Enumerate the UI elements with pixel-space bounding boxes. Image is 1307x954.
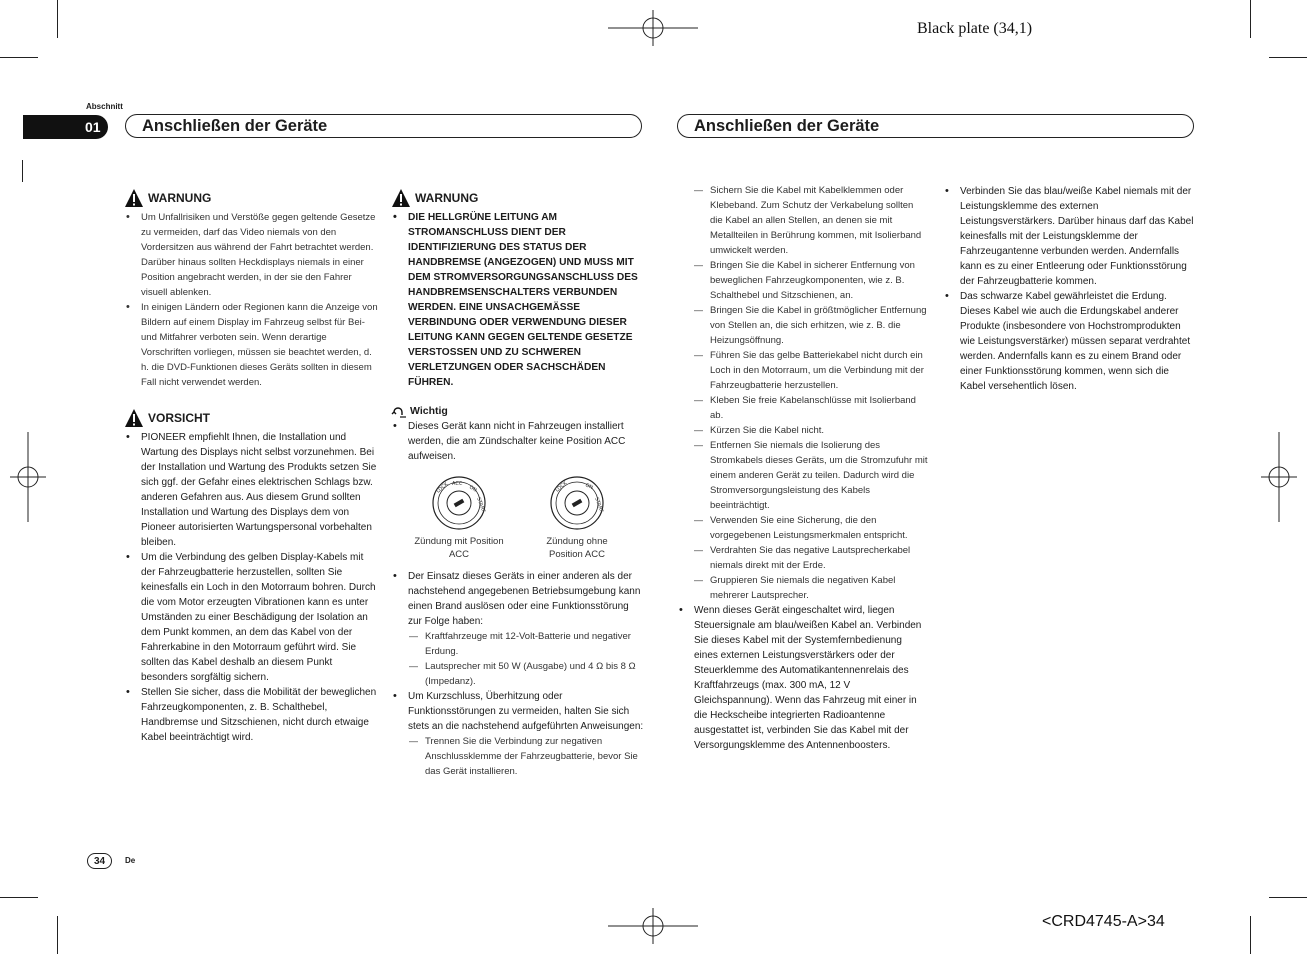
list-item: • PIONEER empfiehlt Ihnen, die Installation und Wartung des Displays nicht selbst vorzunehmen. Bei der Installation und Wartung des Produkts setzen Sie sich ggf. der Gefahr eines elektrischen Schlags bzw. anderen Gefahren aus. Aus diesem Grund sollten Installation und Wartung des Displays dem von Pioneer autorisierten Wartungspersonal vorbehalten bleiben. — [124, 430, 378, 550]
svg-text:START: START — [593, 496, 605, 514]
list-subitem: — Gruppieren Sie niemals die negativen Kabel mehrerer Lautsprecher. — [693, 573, 928, 603]
svg-text:LOCK: LOCK — [554, 480, 569, 494]
section-label: Abschnitt — [86, 102, 123, 111]
instruction-sublist — [693, 183, 928, 603]
control-signal-list — [677, 603, 928, 753]
list-subitem: — Führen Sie das gelbe Batteriekabel nicht durch ein Loch in den Motorraum, um die Verbindung mit der Fahrzeugbatterie herzustellen. — [693, 348, 928, 393]
section-number-tab — [23, 115, 108, 139]
important-icon — [391, 406, 407, 418]
important-title: Wichtig — [410, 405, 448, 417]
shortcircuit-sublist — [391, 734, 645, 779]
crop-mark — [1269, 897, 1307, 898]
crop-mark — [22, 160, 23, 182]
list-subitem: — Bringen Sie die Kabel in größtmöglicher Entfernung von Stellen an, die sich erhitzen, wie z. B. die Heizungsöffnung. — [693, 303, 928, 348]
environment-list — [391, 569, 645, 629]
list-item: • Um Unfallrisiken und Verstöße gegen geltende Gesetze zu vermeiden, darf das Video niemals von den Vordersitzen aus während der Fahrt betrachtet werden. Darüber hinaus sollten Heckdisplays niemals in einer Position angebracht werden, in der sie den Fahrer visuell ablenken. — [124, 210, 378, 300]
column-1 — [124, 186, 378, 745]
figure-caption: Zündung ohne Position ACC — [546, 536, 608, 560]
environment-sublist — [391, 629, 645, 689]
page-number: 34 — [87, 853, 112, 869]
ignition-figures — [411, 476, 645, 561]
warning-icon — [124, 188, 144, 208]
crop-mark — [0, 897, 38, 898]
list-item: • Verbinden Sie das blau/weiße Kabel niemals mit der Leistungsklemme des externen Leistungsverstärkers. Darüber hinaus darf das Kabel keinesfalls mit der Leistungsklemme der Fahrzeugantenne verbunden werden. Andernfalls kann es zu einer Entleerung oder Funktionsstörung der Fahrzeugbatterie kommen. — [943, 184, 1195, 289]
svg-text:START: START — [475, 496, 487, 514]
plate-label: Black plate (34,1) — [917, 20, 1033, 37]
column-4 — [943, 184, 1195, 394]
caution-heading — [124, 406, 378, 430]
svg-text:ON: ON — [584, 482, 594, 492]
list-subitem: — Sichern Sie die Kabel mit Kabelklemmen oder Klebeband. Zum Schutz der Verkabelung sollten die Kabel an allen Stellen, an denen sie mit Metallteilen in Berührung kommen, mit Isolierband umwickelt werden. — [693, 183, 928, 258]
crop-mark — [1250, 916, 1251, 954]
crop-mark — [1250, 0, 1251, 38]
crop-mark — [1269, 57, 1307, 58]
ignition-with-acc — [411, 476, 507, 561]
warning-heading — [124, 186, 378, 210]
registration-mark — [10, 432, 46, 522]
caution-icon — [124, 408, 144, 428]
list-subitem: — Kraftfahrzeuge mit 12-Volt-Batterie und negativer Erdung. — [408, 629, 645, 659]
caution-list — [124, 430, 378, 745]
crop-mark — [57, 0, 58, 38]
warning-list — [391, 210, 645, 390]
svg-text:LOCK: LOCK — [435, 481, 450, 495]
list-item: • DIE HELLGRÜNE LEITUNG AM STROMANSCHLUSS DIENT DER IDENTIFIZIERUNG DES STATUS DER HANDBREMSE (ANGEZOGEN) UND MUSS MIT DEM STROMVERSORGUNGSANSCHLUSS DES HANDBREMSENSCHALTERS VERBUNDEN WERDEN. EINE UNSACHGEMÄSSE VERBINDUNG ODER VERWENDUNG DIESER LEITUNG KANN GEGEN GELTENDE GESETZE VERSTOSSEN UND ZU SCHWEREN VERLETZUNGEN ODER SACHSCHÄDEN FÜHREN. — [391, 210, 645, 390]
warning-icon — [391, 188, 411, 208]
list-item: • Stellen Sie sicher, dass die Mobilität der beweglichen Fahrzeugkomponenten, z. B. Schalthebel, Handbremse und Sitzschienen, nicht durch etwaige Kabel beeinträchtigt wird. — [124, 685, 378, 745]
registration-mark — [608, 10, 698, 46]
important-list — [391, 419, 645, 464]
caution-title: VORSICHT — [148, 410, 211, 425]
list-item: • Um die Verbindung des gelben Display-Kabels mit der Fahrzeugbatterie herzustellen, sollten Sie keinesfalls ein Loch in den Motorraum bohren. Durch die vom Motor erzeugten Vibrationen kann es unter Umständen zu einer Beschädigung der Isolation an dem Punkt kommen, an dem das Kabel von der Fahrerkabine in den Motorraum geführt wird. Sie sollten das Kabel deshalb an diesem Punkt besonders sorgfältig sichern. — [124, 550, 378, 685]
list-subitem: — Kürzen Sie die Kabel nicht. — [693, 423, 928, 438]
list-subitem: — Kleben Sie freie Kabelanschlüsse mit Isolierband ab. — [693, 393, 928, 423]
registration-mark — [608, 908, 698, 944]
registration-mark — [1261, 432, 1297, 522]
page-header-left: Anschließen der Geräte — [125, 114, 642, 138]
section-number: 01 — [85, 119, 101, 135]
column-3 — [693, 183, 928, 753]
list-item: • In einigen Ländern oder Regionen kann die Anzeige von Bildern auf einem Display im Fahrzeug selbst für Bei- und Mitfahrer verboten sein. Wenn derartige Vorschriften vorliegen, müssen sie beachtet werden, d. h. die DVD-Funktionen dieses Geräts sollten in diesem Fall nicht verwendet werden. — [124, 300, 378, 390]
footer-code: <CRD4745-A>34 — [1042, 913, 1165, 930]
warning-heading — [391, 186, 645, 210]
shortcircuit-list — [391, 689, 645, 734]
column-2 — [391, 186, 645, 779]
warning-list — [124, 210, 378, 390]
list-item: • Der Einsatz dieses Geräts in einer anderen als der nachstehend angegebenen Betriebsumgebung kann einen Brand auslösen oder eine Funktionsstörung zur Folge haben: — [391, 569, 645, 629]
list-item: • Um Kurzschluss, Überhitzung oder Funktionsstörungen zu vermeiden, halten Sie sich stets an die nachstehend aufgeführten Anweisungen: — [391, 689, 645, 734]
crop-mark — [57, 916, 58, 954]
page-header-right: Anschließen der Geräte — [677, 114, 1194, 138]
list-subitem: — Bringen Sie die Kabel in sicherer Entfernung von beweglichen Fahrzeugkomponenten, wie z. B. Schalthebel und Sitzschienen, an. — [693, 258, 928, 303]
list-subitem: — Verwenden Sie eine Sicherung, die den vorgegebenen Leistungsmerkmalen entspricht. — [693, 513, 928, 543]
warning-title: WARNUNG — [148, 190, 212, 205]
svg-text:ACC: ACC — [452, 481, 463, 487]
list-subitem: — Lautsprecher mit 50 W (Ausgabe) und 4 Ω bis 8 Ω (Impedanz). — [408, 659, 645, 689]
list-item: • Das schwarze Kabel gewährleistet die Erdung. Dieses Kabel wie auch die Erdungskabel anderer Produkte (insbesondere von Hochstromprodukten wie Leistungsverstärker) müssen separat verdrahtet werden. Andernfalls kann es zu einem Brand oder einer Funktionsstörung kommen, wenn sich die Kabel versehentlich lösen. — [943, 289, 1195, 394]
list-subitem: — Trennen Sie die Verbindung zur negativen Anschlussklemme der Fahrzeugbatterie, bevor Sie das Gerät installieren. — [408, 734, 645, 779]
ignition-switch-icon — [411, 476, 507, 530]
figure-caption: Zündung mit Position ACC — [414, 536, 504, 560]
ignition-switch-icon — [529, 476, 625, 530]
list-item: • Wenn dieses Gerät eingeschaltet wird, liegen Steuersignale am blau/weißen Kabel an. Verbinden Sie dieses Kabel mit der Systemfernbedienung eines externen Leistungsverstärkers oder der Steuerklemme des Automatikantennenrelais des Kraftfahrzeugs (max. 300 mA, 12 V Gleichspannung). Wenn das Fahrzeug mit einer in die Heckscheibe integrierten Radioantenne ausgestattet ist, verbinden Sie das Kabel mit der Versorgungsklemme des Antennenboosters. — [677, 603, 928, 753]
list-subitem: — Entfernen Sie niemals die Isolierung des Stromkabels dieses Geräts, um die Stromzufuhr mit einem anderen Gerät zu teilen. Dadurch wird die Stromversorgungsleistung des Kabels beeinträchtigt. — [693, 438, 928, 513]
warning-title: WARNUNG — [415, 190, 479, 205]
list-subitem: — Verdrahten Sie das negative Lautsprecherkabel niemals direkt mit der Erde. — [693, 543, 928, 573]
cable-warning-list — [943, 184, 1195, 394]
svg-text:ON: ON — [468, 484, 478, 494]
language-code: De — [125, 856, 136, 865]
list-item: • Dieses Gerät kann nicht in Fahrzeugen installiert werden, die am Zündschalter keine Position ACC aufweisen. — [391, 419, 645, 464]
crop-mark — [0, 57, 38, 58]
ignition-without-acc — [529, 476, 625, 561]
important-heading — [391, 404, 645, 419]
